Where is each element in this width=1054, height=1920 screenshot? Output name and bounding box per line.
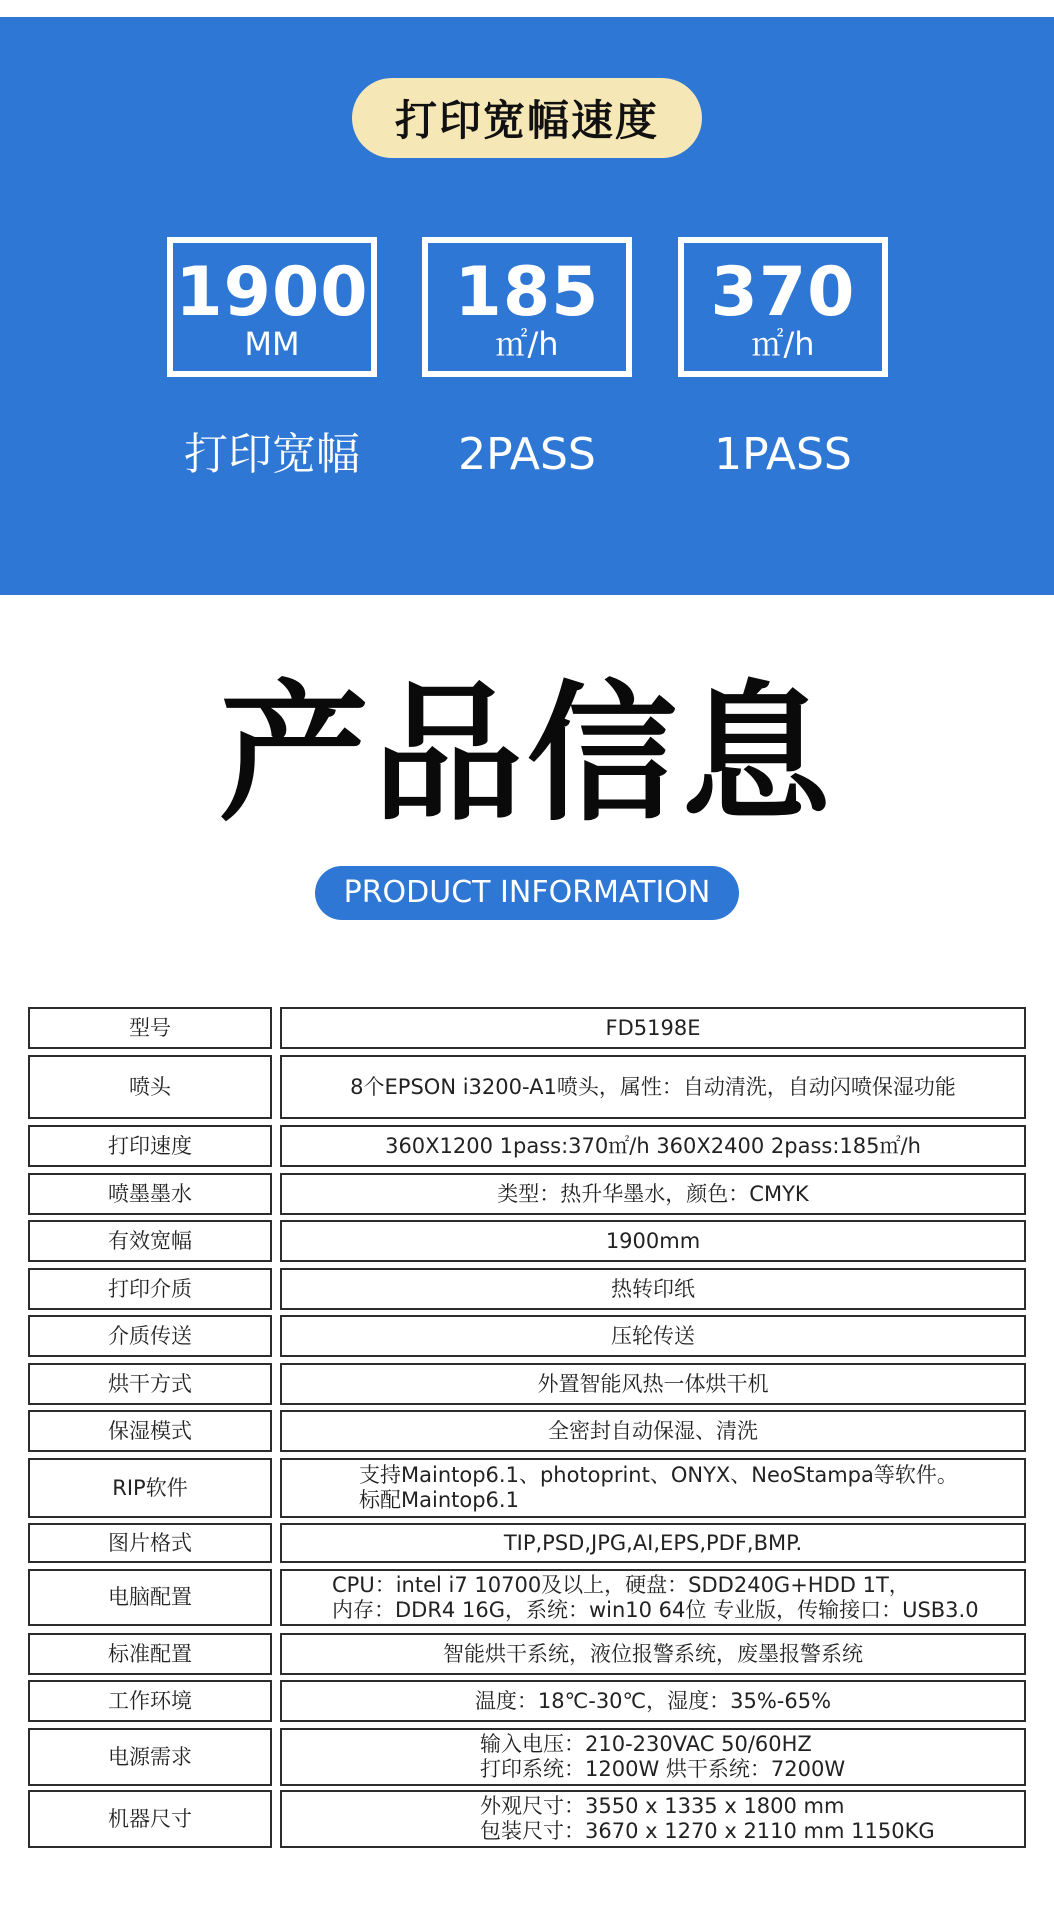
stat-label-2pass: 2PASS [458,429,596,480]
spec-value-line: 全密封自动保湿、清洗 [548,1418,758,1443]
spec-label: 机器尺寸 [28,1790,272,1848]
spec-value [280,1268,1026,1310]
spec-value [280,1523,1026,1563]
spec-value [280,1569,1026,1626]
speed-section-title: 打印宽幅速度 [352,78,702,158]
spec-label: 打印介质 [28,1268,272,1310]
spec-value-line: 类型：热升华墨水，颜色：CMYK [497,1181,809,1206]
stat-value: 185 [454,253,600,332]
product-info-subtitle: PRODUCT INFORMATION [315,866,739,920]
spec-value-line: 1900mm [605,1228,701,1253]
spec-value [280,1173,1026,1215]
spec-value-line: 标配Maintop6.1 [359,1488,519,1512]
stat-box-width [167,237,377,377]
spec-label: 烘干方式 [28,1363,272,1405]
spec-value-line: 8个EPSON i3200-A1喷头，属性：自动清洗，自动闪喷保湿功能 [350,1074,956,1099]
spec-label: 有效宽幅 [28,1220,272,1262]
spec-value-line: 支持Maintop6.1、photoprint、ONYX、NeoStampa等软件。 [359,1463,958,1487]
spec-label: 电源需求 [28,1728,272,1786]
stat-label-1pass: 1PASS [714,429,852,480]
spec-value-line: FD5198E [605,1015,701,1040]
spec-label: 电脑配置 [28,1569,272,1626]
spec-value [280,1680,1026,1722]
spec-value [280,1410,1026,1452]
spec-value [280,1055,1026,1119]
product-info-title: 产品信息 [218,668,835,842]
spec-row [28,1220,1026,1262]
spec-label: 介质传送 [28,1315,272,1357]
spec-value [280,1315,1026,1357]
spec-value-line: 智能烘干系统，液位报警系统，废墨报警系统 [443,1641,863,1666]
spec-value-line: 内存：DDR4 16G，系统：win10 64位 专业版，传输接口：USB3.0 [332,1597,979,1622]
spec-row [28,1363,1026,1405]
spec-row [28,1410,1026,1452]
spec-value-line: 外置智能风热一体烘干机 [537,1371,769,1396]
spec-label: 标准配置 [28,1633,272,1675]
spec-row [28,1633,1026,1675]
spec-label: 工作环境 [28,1680,272,1722]
spec-row [28,1523,1026,1563]
stat-value: 370 [710,253,856,332]
spec-value-line: 输入电压：210-230VAC 50/60HZ [480,1732,812,1756]
spec-row [28,1007,1026,1049]
spec-row [28,1173,1026,1215]
spec-row [28,1569,1026,1626]
spec-value [280,1633,1026,1675]
spec-value-line: 热转印纸 [611,1276,695,1301]
stat-value: 1900 [175,253,369,332]
stat-unit: ㎡/h [495,325,559,363]
spec-label: 型号 [28,1007,272,1049]
spec-value [280,1790,1026,1848]
stat-unit: MM [244,325,300,363]
spec-value-line: 打印系统：1200W 烘干系统：7200W [480,1757,846,1781]
stat-box-2pass [422,237,632,377]
stat-unit: ㎡/h [751,325,815,363]
spec-value [280,1125,1026,1167]
spec-row [28,1315,1026,1357]
spec-value-line: 包装尺寸：3670 x 1270 x 2110 mm 1150KG [480,1819,935,1843]
spec-row [28,1728,1026,1786]
spec-value [280,1220,1026,1262]
spec-value-line: CPU：intel i7 10700及以上，硬盘：SDD240G+HDD 1T， [332,1572,910,1597]
spec-value [280,1363,1026,1405]
spec-value-line: 温度：18℃-30℃，湿度：35%-65% [474,1688,832,1713]
spec-label: 打印速度 [28,1125,272,1167]
spec-label: 保湿模式 [28,1410,272,1452]
spec-row [28,1125,1026,1167]
stat-label-width: 打印宽幅 [184,429,360,480]
spec-label: 喷墨墨水 [28,1173,272,1215]
spec-value-line: TIP,PSD,JPG,AI,EPS,PDF,BMP. [503,1530,803,1555]
spec-value-line: 外观尺寸：3550 x 1335 x 1800 mm [480,1794,845,1818]
spec-value [280,1458,1026,1518]
spec-label: RIP软件 [28,1458,272,1518]
spec-row [28,1680,1026,1722]
spec-row [28,1055,1026,1119]
spec-row [28,1268,1026,1310]
spec-value [280,1728,1026,1786]
spec-row [28,1790,1026,1848]
stat-box-1pass [678,237,888,377]
spec-value [280,1007,1026,1049]
spec-label: 喷头 [28,1055,272,1119]
spec-label: 图片格式 [28,1523,272,1563]
spec-value-line: 压轮传送 [611,1323,695,1348]
spec-row [28,1458,1026,1518]
spec-value-line: 360X1200 1pass:370㎡/h 360X2400 2pass:185㎡/h [385,1133,921,1158]
